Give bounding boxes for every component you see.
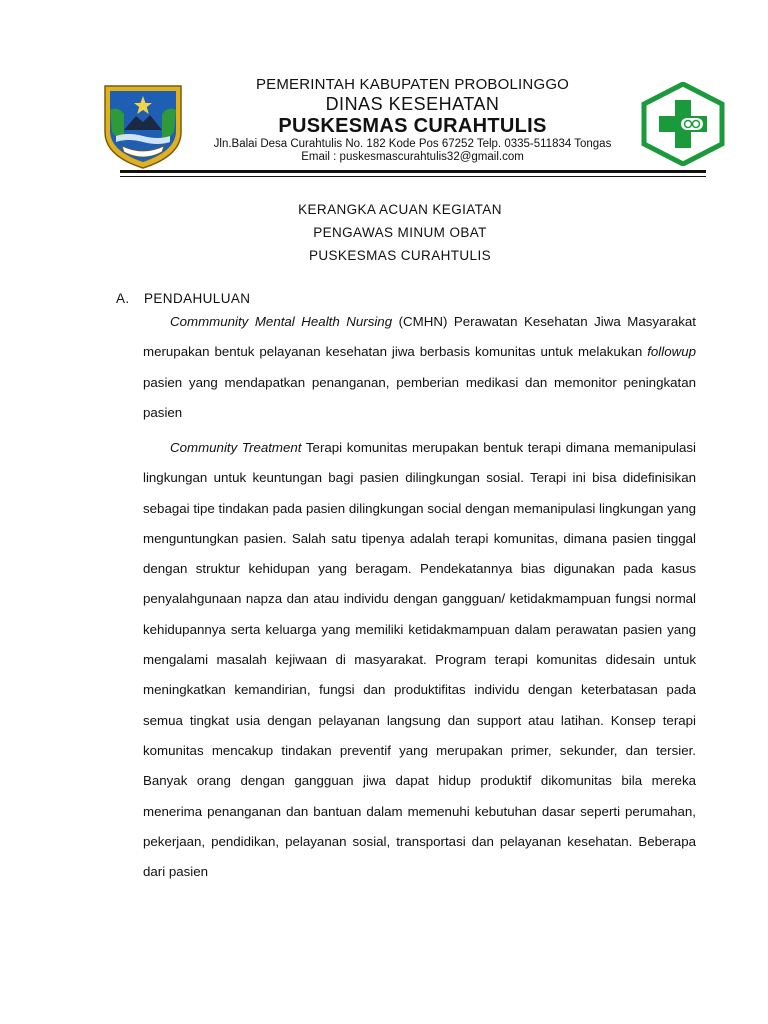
government-name: PEMERINTAH KABUPATEN PROBOLINGGO [255,76,570,93]
paragraph-text: (CMHN) Perawatan Kesehatan Jiwa Masyarakat merupakan bentuk pelayanan kesehatan jiwa berbasis komunitas untuk melakukan [143,314,696,360]
puskesmas-logo [640,82,726,166]
document-title [140,198,660,267]
paragraph-community-treatment [143,433,696,887]
regency-crest-logo [100,82,186,170]
section-a [116,290,698,308]
term-followup: followup [647,344,696,360]
term-cmhn: Commmunity Mental Health Nursing [170,314,393,329]
section-letter: A. [116,291,130,306]
paragraph-text: Terapi komunitas merupakan bentuk terapi dimana memanipulasi lingkungan untuk keuntungan bagi pasien dilingkungan sosial. Terapi ini bisa didefinisikan sebagai tipe tindakan pada pasien dilingkungan social dengan memanipulasi lingkungan yang menguntungkan pasien. Salah satu tipenya adalah terapi komunitas, dimana pasien tinggal dengan struktur kehidupan yang beragam. Pendekatannya bias digunakan pada kasus penyalahgunaan napza dan atau individu dengan gangguan/ ketidakmampuan fungsi normal kehidupannya serta keluarga yang memiliki ketidakmampuan dalam perawatan pasien yang mengalami masalah kejiwaan di masyarakat. Program terapi komunitas didesain untuk meningkatkan kemandirian, fungsi dan produktifitas individu dengan keterbatasan pada semua tingkat usia dengan pelayanan langsung dan support atau latihan. Konsep terapi komunitas mencakup tindakan preventif yang merupakan primer, sekunder, dan tersier. Banyak orang dengan gangguan jiwa dapat hidup produktif dikomunitas bila mereka menerima penanganan dan bantuan dalam memenuhi kebutuhan dasar seperti perumahan, pekerjaan, pendidikan, pelayanan sosial, transportasi dan pelayanan kesehatan. Beberapa dari pasien [143,440,696,880]
institution-address: Jln.Balai Desa Curahtulis No. 182 Kode Pos 67252 Telp. 0335-511834 Tongas [213,138,612,150]
title-line-2: PENGAWAS MINUM OBAT [313,225,487,240]
letterhead [185,76,640,164]
letterhead-divider-thick [120,170,706,173]
paragraph-text: pasien yang mendapatkan penanganan, pemberian medikasi dan memonitor peningkatan pasien [143,374,696,420]
title-line-3: PUSKESMAS CURAHTULIS [308,248,492,263]
term-community-treatment: Community Treatment [170,440,302,455]
section-title: PENDAHULUAN [144,291,251,306]
letterhead-divider-thin [120,176,706,177]
title-line-1: KERANGKA ACUAN KEGIATAN [298,202,502,217]
department-name: DINAS KESEHATAN [325,94,500,114]
paragraph-cmhn [143,307,696,428]
section-heading [116,290,698,308]
institution-email: Email : puskesmascurahtulis32@gmail.com [301,151,524,163]
institution-name: PUSKESMAS CURAHTULIS [278,115,547,137]
